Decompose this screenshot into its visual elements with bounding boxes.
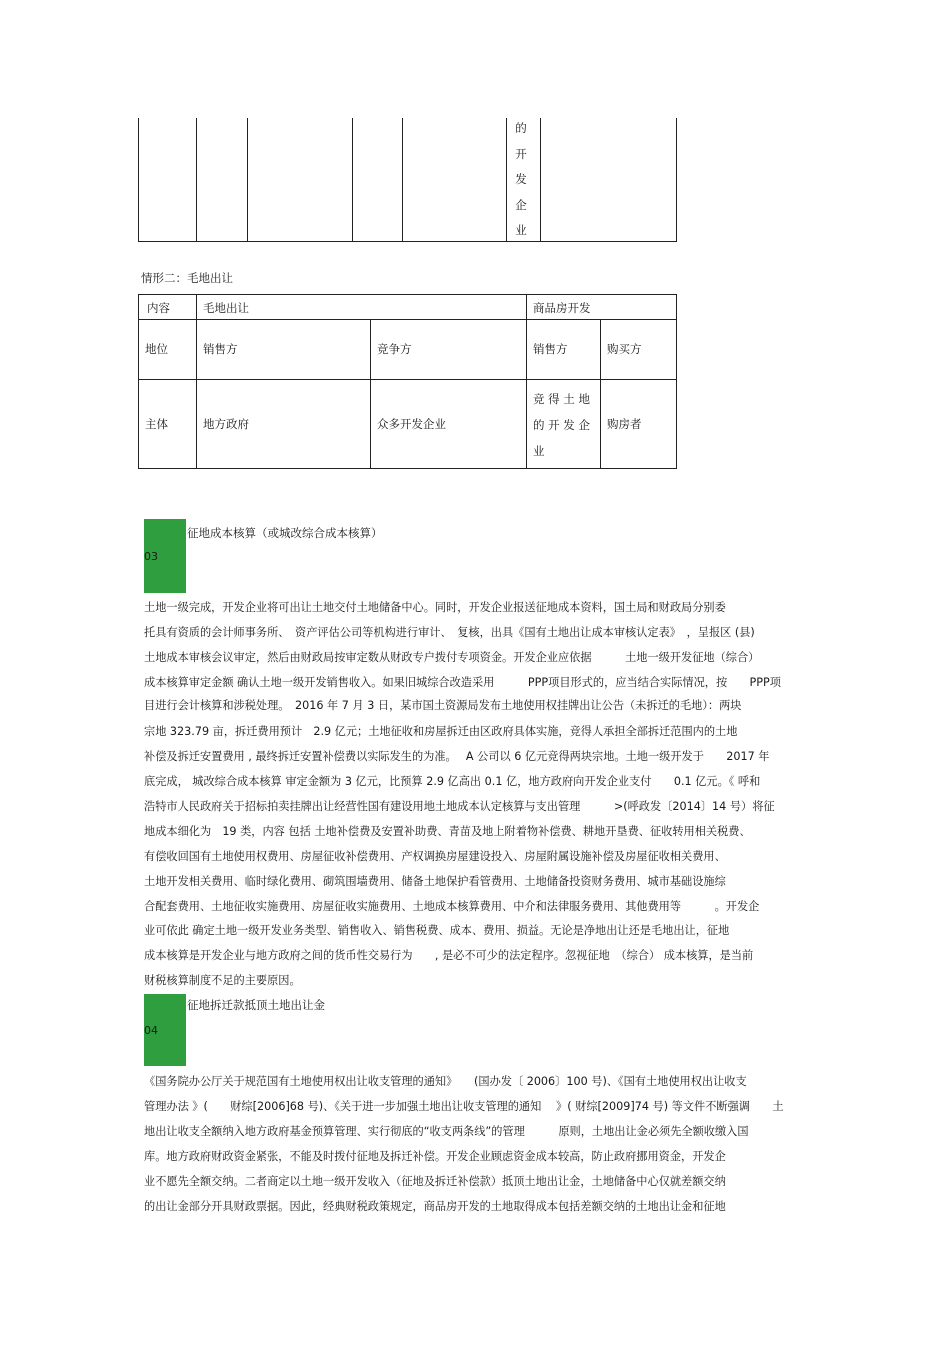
paragraph-line: 底完成， 城改综合成本核算 审定金额为 3 亿元，比预算 2.9 亿高出 0.1 亿，地方政府向开发企业支付 0.1 亿元。《 呼和: [144, 775, 761, 788]
paragraph-line: 地出让收支全额纳入地方政府基金预算管理、实行彻底的“收支两条线”的管理 原则，土地出让金必须先全额收缴入国: [144, 1125, 749, 1138]
position-seller-2: 销售方: [533, 342, 568, 356]
subject-local-government: 地方政府: [203, 417, 249, 431]
paragraph-line: 的出让金部分开具财政票据。因此，经典财税政策规定，商品房开发的土地取得成本包括差额交纳的土地出让金和征地: [144, 1200, 726, 1213]
paragraph-line: 管理办法 》( 财综[2006]68 号)、《关于进一步加强土地出让收支管理的通知 》( 财综[2009]74 号) 等文件不断强调 土: [144, 1100, 784, 1113]
row-subject-label: 主体: [145, 417, 168, 431]
case2-caption: 情形二：毛地出让: [141, 271, 233, 285]
paragraph-line: 土地一级完成，开发企业将可出让土地交付土地储备中心。同时，开发企业报送征地成本资料，国土局和财政局分别委: [144, 601, 726, 614]
paragraph-line: 托具有资质的会计师事务所、 资产评估公司等机构进行审计、 复核，出具《国有土地出让成本审核认定表》 ，呈报区 (县): [144, 626, 755, 639]
section-04-title: 征地拆迁款抵顶土地出让金: [187, 998, 325, 1012]
paragraph-line: 有偿收回国有土地使用权费用、房屋征收补偿费用、产权调换房屋建设投入、房屋附属设施补偿及房屋征收相关费用、: [144, 850, 726, 863]
paragraph-line: 业可依此 确定土地一级开发业务类型、销售收入、销售税费、成本、费用、损益。无论是净地出让还是毛地出让，征地: [144, 924, 730, 937]
paragraph-line: 土地成本审核会议审定，然后由财政局按审定数从财政专户拨付专项资金。开发企业应依据 土地一级开发征地（综合）: [144, 651, 760, 664]
subject-winning-developer: 竞 得 土 地 的 开 发 企 业: [533, 392, 590, 458]
paragraph-line: 库。地方政府财政资金紧张，不能及时拨付征地及拆迁补偿。开发企业顾虑资金成本较高，防止政府挪用资金，开发企: [144, 1150, 726, 1163]
subject-developers: 众多开发企业: [377, 417, 446, 431]
position-competitor: 竞争方: [377, 342, 412, 356]
paragraph-line: 宗地 323.79 亩，拆迁费用预计 2.9 亿元；土地征收和房屋拆迁由区政府具体实施，竞得人承担全部拆迁范围内的土地: [144, 725, 738, 738]
position-seller: 销售方: [203, 342, 238, 356]
vertical-cell-text: 的 开 发 企 业: [515, 121, 527, 237]
subject-home-buyers: 购房者: [607, 417, 642, 431]
row-position-label: 地位: [145, 342, 168, 356]
paragraph-line: 地成本细化为 19 类，内容 包括 土地补偿费及安置补助费、青苗及地上附着物补偿费、耕地开垦费、征收转用相关税费、: [144, 825, 751, 838]
header-content-label: 内容: [147, 301, 170, 315]
paragraph-line: 浩特市人民政府关于招标拍卖挂牌出让经营性国有建设用地土地成本认定核算与支出管理 >(呼政发〔2014〕14 号）将征: [144, 800, 775, 813]
section-03-title: 征地成本核算（或城改综合成本核算）: [187, 526, 383, 540]
paragraph-line: 土地开发相关费用、临时绿化费用、砌筑围墙费用、储备土地保护看管费用、土地储备投资财务费用、城市基础设施综: [144, 875, 726, 888]
paragraph-line: 目进行会计核算和涉税处理。 2016 年 7 月 3 日，某市国土资源局发布土地使用权挂牌出让公告（未拆迁的毛地）：两块: [144, 699, 742, 712]
paragraph-line: 补偿及拆迁安置费用 , 最终拆迁安置补偿费以实际发生的为准。 A 公司以 6 亿元竞得两块宗地。土地一级开发于 2017 年: [144, 750, 770, 763]
section-03-number: 03: [144, 550, 158, 563]
section-04-number: 04: [144, 1024, 158, 1037]
header-commercial-housing: 商品房开发: [533, 301, 591, 315]
header-raw-land-transfer: 毛地出让: [203, 301, 249, 315]
paragraph-line: 成本核算是开发企业与地方政府之间的货币性交易行为 , 是必不可少的法定程序。忽视征地 （综合） 成本核算，是当前: [144, 949, 754, 962]
paragraph-line: 业不愿先全额交纳。二者商定以土地一级开发收入（征地及拆迁补偿款）抵顶土地出让金，土地储备中心仅就差额交纳: [144, 1175, 726, 1188]
paragraph-line: 《国务院办公厅关于规范国有土地使用权出让收支管理的通知》 (国办发〔 2006〕100 号)、《国有土地使用权出让收支: [144, 1075, 747, 1088]
paragraph-line: 成本核算审定金额 确认土地一级开发销售收入。如果旧城综合改造采用 PPP项目形式的，应当结合实际情况，按 PPP项: [144, 676, 781, 689]
paragraph-line: 合配套费用、土地征收实施费用、房屋征收实施费用、土地成本核算费用、中介和法律服务费用、其他费用等 。开发企: [144, 900, 760, 913]
paragraph-line: 财税核算制度不足的主要原因。: [144, 974, 301, 987]
position-buyer: 购买方: [607, 342, 642, 356]
